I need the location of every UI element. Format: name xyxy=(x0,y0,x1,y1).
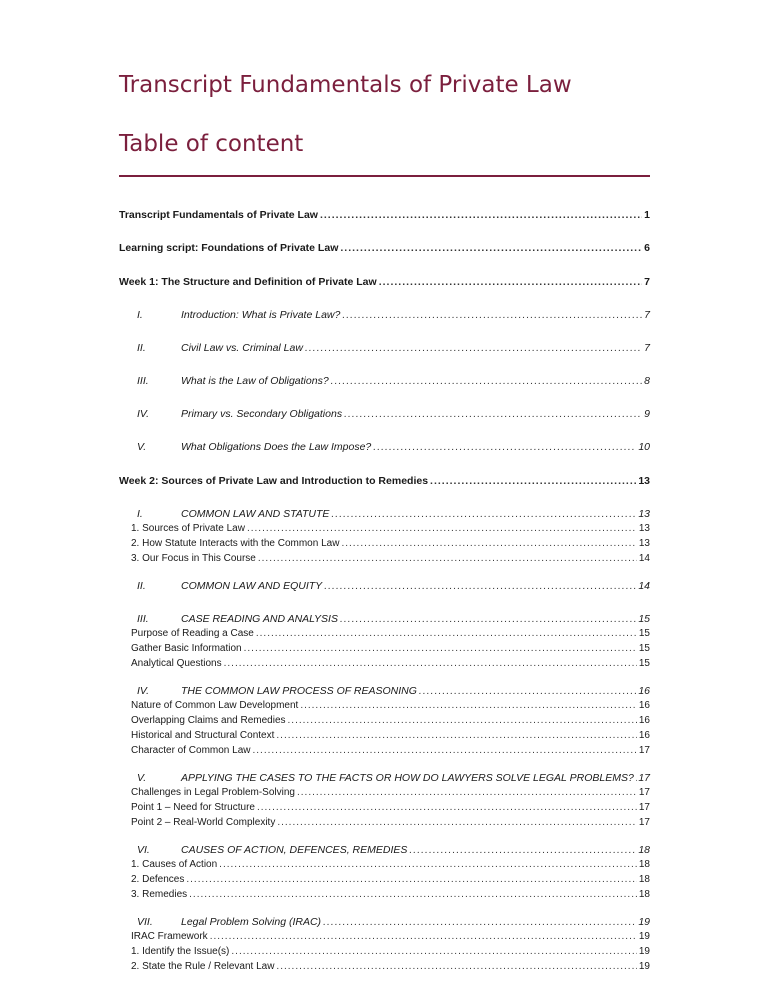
toc-entry-subsection[interactable] xyxy=(131,888,650,902)
toc-entry-label: What Obligations Does the Law Impose? xyxy=(181,441,372,453)
toc-entry-section[interactable] xyxy=(137,407,650,421)
toc-entry-subsection[interactable] xyxy=(131,801,650,815)
toc-entry-label: Character of Common Law xyxy=(131,745,251,756)
dot-leader xyxy=(256,627,637,641)
toc-page-number: 14 xyxy=(638,553,650,564)
section-numeral: V. xyxy=(137,441,147,453)
toc-page-number: 18 xyxy=(638,859,650,870)
dot-leader xyxy=(300,699,637,713)
dot-leader xyxy=(231,945,636,959)
dot-leader xyxy=(258,552,637,566)
toc-page-number: 17 xyxy=(638,745,650,756)
toc-entry-label: Nature of Common Law Development xyxy=(131,700,299,711)
dot-leader xyxy=(210,930,637,944)
toc-entry-week-2[interactable] xyxy=(119,474,650,488)
toc-entry-label: 2. State the Rule / Relevant Law xyxy=(131,961,275,972)
toc-entry-label: Learning script: Foundations of Private Law xyxy=(119,242,339,254)
dot-leader xyxy=(430,474,636,488)
toc-entry-subsection[interactable] xyxy=(131,816,650,830)
section-numeral: I. xyxy=(137,508,143,520)
toc-page-number: 1 xyxy=(644,209,650,221)
toc-entry-label: What is the Law of Obligations? xyxy=(181,375,329,387)
toc-entry-label: 2. How Statute Interacts with the Common Law xyxy=(131,538,340,549)
dot-leader xyxy=(409,843,636,857)
toc-page-number: 19 xyxy=(638,931,650,942)
dot-leader xyxy=(341,537,636,551)
toc-entry-label: COMMON LAW AND EQUITY xyxy=(181,580,323,592)
dot-leader xyxy=(219,858,637,872)
toc-entry-subsection[interactable] xyxy=(131,960,650,974)
toc-page-number: 18 xyxy=(638,874,650,885)
toc-entry-transcript[interactable] xyxy=(119,208,650,222)
toc-entry-label: Transcript Fundamentals of Private Law xyxy=(119,209,318,221)
toc-entry-subsection[interactable] xyxy=(131,642,650,656)
toc-entry-section[interactable] xyxy=(137,843,650,857)
dot-leader xyxy=(247,522,637,536)
toc-entry-label: CAUSES OF ACTION, DEFENCES, REMEDIES xyxy=(181,844,408,856)
section-numeral: VI. xyxy=(137,844,150,856)
toc-entry-subsection[interactable] xyxy=(131,786,650,800)
dot-leader xyxy=(636,771,637,785)
dot-leader xyxy=(297,786,637,800)
toc-entry-subsection[interactable] xyxy=(131,537,650,551)
toc-page-number: 13 xyxy=(638,523,650,534)
toc-entry-label: COMMON LAW AND STATUTE xyxy=(181,508,330,520)
section-numeral: IV. xyxy=(137,685,150,697)
toc-page-number: 18 xyxy=(638,844,650,856)
toc-entry-section[interactable] xyxy=(137,308,650,322)
heading-divider xyxy=(119,175,650,177)
dot-leader xyxy=(419,684,636,698)
toc-page-number: 15 xyxy=(638,643,650,654)
toc-page-number: 7 xyxy=(644,342,650,354)
toc-page-number: 13 xyxy=(638,475,650,487)
dot-leader xyxy=(276,960,636,974)
toc-page-number: 17 xyxy=(638,772,650,784)
toc-entry-label: 2. Defences xyxy=(131,874,185,885)
section-numeral: III. xyxy=(137,613,149,625)
toc-page-number: 16 xyxy=(638,730,650,741)
toc-entry-subsection[interactable] xyxy=(131,657,650,671)
toc-entry-label: 1. Identify the Issue(s) xyxy=(131,946,230,957)
toc-entry-subsection[interactable] xyxy=(131,873,650,887)
section-numeral: II. xyxy=(137,342,146,354)
toc-page-number: 16 xyxy=(638,685,650,697)
dot-leader xyxy=(224,657,637,671)
dot-leader xyxy=(331,374,642,388)
toc-entry-section[interactable] xyxy=(137,579,650,593)
toc-entry-label: THE COMMON LAW PROCESS OF REASONING xyxy=(181,685,417,697)
toc-entry-subsection[interactable] xyxy=(131,714,650,728)
toc-entry-learning-script[interactable] xyxy=(119,241,650,255)
toc-entry-label: 1. Sources of Private Law xyxy=(131,523,245,534)
section-numeral: I. xyxy=(137,309,143,321)
toc-entry-label: Introduction: What is Private Law? xyxy=(181,309,341,321)
toc-entry-subsection[interactable] xyxy=(131,744,650,758)
toc-entry-label: Challenges in Legal Problem-Solving xyxy=(131,787,295,798)
toc-page-number: 6 xyxy=(644,242,650,254)
toc-entry-label: Week 1: The Structure and Definition of Private Law xyxy=(119,276,377,288)
section-numeral: II. xyxy=(137,580,146,592)
toc-entry-label: APPLYING THE CASES TO THE FACTS OR HOW DO LAWYERS SOLVE LEGAL PROBLEMS? xyxy=(181,772,634,784)
dot-leader xyxy=(342,308,642,322)
toc-entry-label: Week 2: Sources of Private Law and Introduction to Remedies xyxy=(119,475,429,487)
dot-leader xyxy=(344,407,642,421)
toc-page-number: 8 xyxy=(644,375,650,387)
dot-leader xyxy=(186,873,637,887)
dot-leader xyxy=(324,579,636,593)
toc-page-number: 17 xyxy=(638,817,650,828)
dot-leader xyxy=(379,275,642,289)
toc-entry-section[interactable] xyxy=(137,684,650,698)
toc-page-number: 15 xyxy=(638,628,650,639)
toc-entry-label: IRAC Framework xyxy=(131,931,208,942)
toc-page-number: 19 xyxy=(638,961,650,972)
section-numeral: III. xyxy=(137,375,149,387)
dot-leader xyxy=(276,729,636,743)
toc-page-number: 7 xyxy=(644,309,650,321)
section-numeral: VII. xyxy=(137,916,153,928)
dot-leader xyxy=(323,915,636,929)
toc-entry-label: Analytical Questions xyxy=(131,658,222,669)
toc-entry-section[interactable] xyxy=(137,612,650,626)
dot-leader xyxy=(253,744,637,758)
toc-page-number: 17 xyxy=(638,787,650,798)
toc-page-number: 17 xyxy=(638,802,650,813)
toc-entry-label: Primary vs. Secondary Obligations xyxy=(181,408,343,420)
toc-entry-label: CASE READING AND ANALYSIS xyxy=(181,613,338,625)
toc-entry-section[interactable] xyxy=(137,507,650,521)
toc-entry-label: Gather Basic Information xyxy=(131,643,242,654)
toc-page-number: 16 xyxy=(638,715,650,726)
toc-page-number: 14 xyxy=(638,580,650,592)
toc-entry-label: Legal Problem Solving (IRAC) xyxy=(181,916,322,928)
toc-entry-subsection[interactable] xyxy=(131,729,650,743)
dot-leader xyxy=(288,714,637,728)
toc-entry-section[interactable] xyxy=(137,374,650,388)
toc-entry-label: 3. Our Focus in This Course xyxy=(131,553,256,564)
toc-entry-section[interactable] xyxy=(137,341,650,355)
dot-leader xyxy=(189,888,637,902)
toc-page-number: 19 xyxy=(638,916,650,928)
toc-entry-label: Overlapping Claims and Remedies xyxy=(131,715,286,726)
toc-entry-label: 3. Remedies xyxy=(131,889,188,900)
dot-leader xyxy=(244,642,637,656)
toc-heading: Table of content xyxy=(119,131,304,157)
dot-leader xyxy=(257,801,637,815)
dot-leader xyxy=(340,241,642,255)
toc-entry-week-1[interactable] xyxy=(119,275,650,289)
toc-page-number: 15 xyxy=(638,658,650,669)
toc-entry-subsection[interactable] xyxy=(131,522,650,536)
dot-leader xyxy=(320,208,642,222)
toc-entry-label: Historical and Structural Context xyxy=(131,730,275,741)
toc-page-number: 10 xyxy=(638,441,650,453)
toc-entry-subsection[interactable] xyxy=(131,699,650,713)
toc-page-number: 19 xyxy=(638,946,650,957)
toc-page-number: 15 xyxy=(638,613,650,625)
toc-entry-subsection[interactable] xyxy=(131,945,650,959)
toc-entry-subsection[interactable] xyxy=(131,627,650,641)
toc-page-number: 9 xyxy=(644,408,650,420)
toc-page-number: 18 xyxy=(638,889,650,900)
toc-page-number: 13 xyxy=(638,508,650,520)
toc-entry-label: Civil Law vs. Criminal Law xyxy=(181,342,303,354)
toc-entry-section[interactable] xyxy=(137,771,650,785)
toc-entry-section[interactable] xyxy=(137,440,650,454)
toc-entry-label: Point 1 – Need for Structure xyxy=(131,802,255,813)
dot-leader xyxy=(331,507,636,521)
toc-page-number: 13 xyxy=(638,538,650,549)
section-numeral: IV. xyxy=(137,408,150,420)
toc-entry-subsection[interactable] xyxy=(131,552,650,566)
toc-entry-subsection[interactable] xyxy=(131,858,650,872)
toc-page-number: 16 xyxy=(638,700,650,711)
toc-entry-label: 1. Causes of Action xyxy=(131,859,218,870)
toc-entry-label: Purpose of Reading a Case xyxy=(131,628,254,639)
toc-entry-subsection[interactable] xyxy=(131,930,650,944)
dot-leader xyxy=(373,440,636,454)
document-title: Transcript Fundamentals of Private Law xyxy=(119,72,572,98)
section-numeral: V. xyxy=(137,772,147,784)
dot-leader xyxy=(305,341,642,355)
dot-leader xyxy=(340,612,636,626)
dot-leader xyxy=(277,816,637,830)
toc-entry-section[interactable] xyxy=(137,915,650,929)
toc-entry-label: Point 2 – Real-World Complexity xyxy=(131,817,276,828)
toc-page-number: 7 xyxy=(644,276,650,288)
